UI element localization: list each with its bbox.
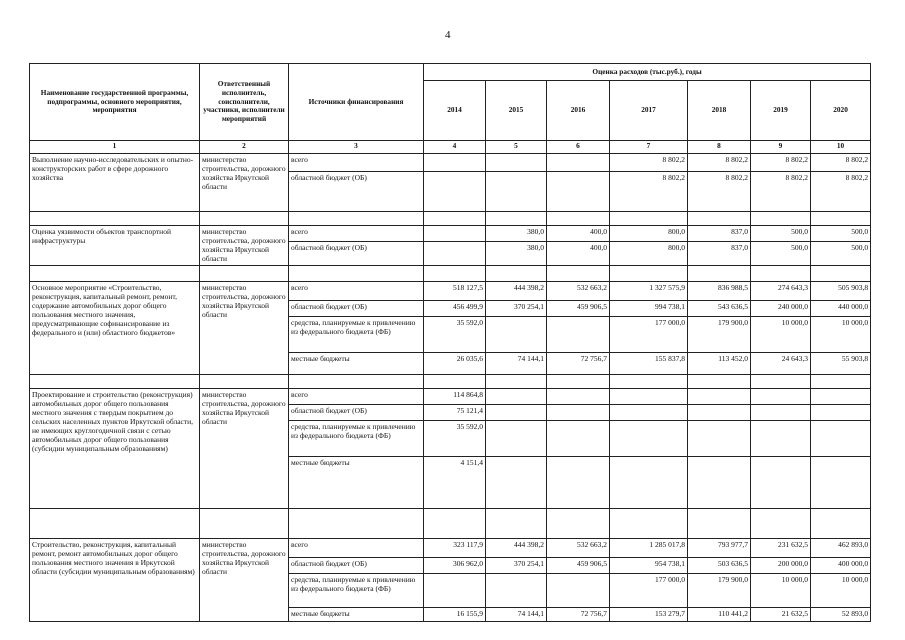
funding-source: всего xyxy=(289,154,424,172)
amount-cell: 8 802,2 xyxy=(610,172,688,212)
header-year: 2018 xyxy=(688,81,751,141)
spacer-row xyxy=(30,266,871,282)
amount-cell: 74 144,1 xyxy=(486,608,547,622)
amount-cell xyxy=(486,389,547,405)
amount-cell xyxy=(688,421,751,457)
spacer-cell xyxy=(751,375,811,389)
spacer-cell xyxy=(811,266,871,282)
amount-cell xyxy=(610,421,688,457)
amount-cell: 456 499,9 xyxy=(424,301,486,317)
column-index: 6 xyxy=(547,141,610,154)
header-year: 2020 xyxy=(811,81,871,141)
amount-cell xyxy=(811,457,871,509)
spacer-cell xyxy=(610,212,688,226)
amount-cell: 400 000,0 xyxy=(811,558,871,574)
amount-cell xyxy=(811,405,871,421)
amount-cell: 837,0 xyxy=(688,226,751,242)
amount-cell xyxy=(424,172,486,212)
activity-name: Строительство, реконструкция, капитальный ремонт, ремонт автомобильных дорог общего пользования местного значения в Иркутской области (субсидии муниципальным образованиям) xyxy=(30,539,200,622)
funding-source: всего xyxy=(289,282,424,301)
amount-cell: 55 903,8 xyxy=(811,353,871,375)
amount-cell: 113 452,0 xyxy=(688,353,751,375)
table-row xyxy=(30,226,871,242)
funding-source: всего xyxy=(289,389,424,405)
amount-cell xyxy=(811,421,871,457)
amount-cell: 24 643,3 xyxy=(751,353,811,375)
amount-cell xyxy=(751,389,811,405)
header-year: 2016 xyxy=(547,81,610,141)
spacer-cell xyxy=(751,212,811,226)
amount-cell: 532 663,2 xyxy=(547,539,610,558)
funding-source: областной бюджет (ОБ) xyxy=(289,172,424,212)
amount-cell: 323 117,9 xyxy=(424,539,486,558)
amount-cell: 503 636,5 xyxy=(688,558,751,574)
spacer-row xyxy=(30,212,871,226)
activity-executor: министерство строительства, дорожного хозяйства Иркутской области xyxy=(200,389,289,509)
spacer-cell xyxy=(811,375,871,389)
amount-cell: 518 127,5 xyxy=(424,282,486,301)
amount-cell xyxy=(547,421,610,457)
amount-cell xyxy=(486,457,547,509)
amount-cell: 306 962,0 xyxy=(424,558,486,574)
amount-cell xyxy=(610,405,688,421)
spacer-cell xyxy=(688,212,751,226)
amount-cell: 400,0 xyxy=(547,242,610,266)
amount-cell xyxy=(486,172,547,212)
activity-name: Проектирование и строительство (реконструкция) автомобильных дорог общего пользования местного значения с твердым покрытием до сельских населенных пунктов Иркутской области, не имеющих круглогодичной связи с сетью автомобильных дорог общего пользования (субсидии муниципальным образованиям) xyxy=(30,389,200,509)
amount-cell xyxy=(811,389,871,405)
amount-cell: 994 738,1 xyxy=(610,301,688,317)
amount-cell xyxy=(547,172,610,212)
amount-cell: 274 643,3 xyxy=(751,282,811,301)
funding-source: средства, планируемые к привлечению из федерального бюджета (ФБ) xyxy=(289,317,424,353)
funding-source: областной бюджет (ОБ) xyxy=(289,405,424,421)
amount-cell: 10 000,0 xyxy=(811,574,871,608)
amount-cell: 8 802,2 xyxy=(610,154,688,172)
header-year: 2014 xyxy=(424,81,486,141)
amount-cell: 400,0 xyxy=(547,226,610,242)
amount-cell: 793 977,7 xyxy=(688,539,751,558)
amount-cell: 444 398,2 xyxy=(486,282,547,301)
amount-cell xyxy=(547,389,610,405)
amount-cell: 52 893,0 xyxy=(811,608,871,622)
amount-cell: 26 035,6 xyxy=(424,353,486,375)
spacer-cell xyxy=(289,375,424,389)
table-row xyxy=(30,539,871,558)
amount-cell: 72 756,7 xyxy=(547,608,610,622)
activity-name: Оценка уязвимости объектов транспортной инфраструктуры xyxy=(30,226,200,266)
amount-cell: 240 000,0 xyxy=(751,301,811,317)
column-index: 1 xyxy=(30,141,200,154)
table-row xyxy=(30,389,871,405)
header-year: 2019 xyxy=(751,81,811,141)
amount-cell: 153 279,7 xyxy=(610,608,688,622)
activity-name: Основное мероприятие «Строительство, реконструкция, капитальный ремонт, ремонт, содержание автомобильных дорог общего пользования местного значения, предусматривающие софинансирование из федерального и (или) областного бюджетов» xyxy=(30,282,200,375)
amount-cell: 800,0 xyxy=(610,226,688,242)
spacer-cell xyxy=(424,509,486,539)
amount-cell: 177 000,0 xyxy=(610,574,688,608)
funding-source: областной бюджет (ОБ) xyxy=(289,558,424,574)
spacer-cell xyxy=(289,266,424,282)
activity-name: Выполнение научно-исследовательских и опытно-конструкторских работ в сфере дорожного хозяйства xyxy=(30,154,200,212)
funding-source: всего xyxy=(289,226,424,242)
amount-cell xyxy=(547,154,610,172)
amount-cell: 500,0 xyxy=(811,226,871,242)
amount-cell: 459 906,5 xyxy=(547,301,610,317)
header-estimate: Оценка расходов (тыс.руб.), годы xyxy=(424,64,871,81)
amount-cell xyxy=(751,421,811,457)
funding-source: средства, планируемые к привлечению из федерального бюджета (ФБ) xyxy=(289,574,424,608)
funding-source: областной бюджет (ОБ) xyxy=(289,301,424,317)
amount-cell: 16 155,9 xyxy=(424,608,486,622)
spacer-cell xyxy=(200,266,289,282)
amount-cell: 444 398,2 xyxy=(486,539,547,558)
spacer-cell xyxy=(424,375,486,389)
amount-cell: 200 000,0 xyxy=(751,558,811,574)
amount-cell xyxy=(424,226,486,242)
spacer-cell xyxy=(424,266,486,282)
amount-cell xyxy=(424,154,486,172)
spacer-cell xyxy=(200,212,289,226)
spacer-cell xyxy=(486,375,547,389)
amount-cell: 10 000,0 xyxy=(751,317,811,353)
amount-cell: 72 756,7 xyxy=(547,353,610,375)
amount-cell: 110 441,2 xyxy=(688,608,751,622)
spacer-row xyxy=(30,375,871,389)
amount-cell: 8 802,2 xyxy=(751,154,811,172)
spacer-cell xyxy=(289,212,424,226)
column-index: 5 xyxy=(486,141,547,154)
column-index: 4 xyxy=(424,141,486,154)
column-index: 9 xyxy=(751,141,811,154)
amount-cell: 177 000,0 xyxy=(610,317,688,353)
header-executor: Ответственный исполнитель, соисполнители, участники, исполнители мероприятий xyxy=(200,64,289,141)
amount-cell: 74 144,1 xyxy=(486,353,547,375)
amount-cell: 179 900,0 xyxy=(688,574,751,608)
amount-cell xyxy=(547,405,610,421)
spacer-cell xyxy=(547,266,610,282)
activity-executor: министерство строительства, дорожного хозяйства Иркутской области xyxy=(200,154,289,212)
amount-cell: 500,0 xyxy=(751,226,811,242)
spacer-cell xyxy=(200,375,289,389)
amount-cell: 370 254,1 xyxy=(486,558,547,574)
spacer-cell xyxy=(289,509,424,539)
column-index: 8 xyxy=(688,141,751,154)
amount-cell: 8 802,2 xyxy=(751,172,811,212)
amount-cell: 4 151,4 xyxy=(424,457,486,509)
amount-cell xyxy=(610,457,688,509)
spacer-cell xyxy=(688,509,751,539)
table-row xyxy=(30,154,871,172)
spacer-cell xyxy=(751,509,811,539)
column-index: 10 xyxy=(811,141,871,154)
amount-cell: 380,0 xyxy=(486,226,547,242)
funding-source: местные бюджеты xyxy=(289,457,424,509)
spacer-cell xyxy=(610,509,688,539)
spacer-cell xyxy=(30,266,200,282)
amount-cell: 8 802,2 xyxy=(811,154,871,172)
header-name: Наименование государственной программы, подпрограммы, основного мероприятия, мероприятия xyxy=(30,64,200,141)
amount-cell: 836 988,5 xyxy=(688,282,751,301)
header-year: 2017 xyxy=(610,81,688,141)
amount-cell: 21 632,5 xyxy=(751,608,811,622)
amount-cell: 8 802,2 xyxy=(688,172,751,212)
spacer-cell xyxy=(688,375,751,389)
amount-cell xyxy=(486,574,547,608)
amount-cell xyxy=(486,421,547,457)
amount-cell xyxy=(486,405,547,421)
amount-cell: 532 663,2 xyxy=(547,282,610,301)
amount-cell: 505 903,8 xyxy=(811,282,871,301)
amount-cell: 459 906,5 xyxy=(547,558,610,574)
amount-cell xyxy=(424,574,486,608)
spacer-cell xyxy=(30,509,200,539)
amount-cell: 500,0 xyxy=(811,242,871,266)
amount-cell: 370 254,1 xyxy=(486,301,547,317)
amount-cell: 8 802,2 xyxy=(688,154,751,172)
spacer-row xyxy=(30,509,871,539)
activity-executor: министерство строительства, дорожного хозяйства Иркутской области xyxy=(200,226,289,266)
amount-cell: 10 000,0 xyxy=(811,317,871,353)
amount-cell: 155 837,8 xyxy=(610,353,688,375)
amount-cell: 114 864,8 xyxy=(424,389,486,405)
spacer-cell xyxy=(486,212,547,226)
spacer-cell xyxy=(30,375,200,389)
amount-cell xyxy=(688,389,751,405)
amount-cell: 800,0 xyxy=(610,242,688,266)
amount-cell: 543 636,5 xyxy=(688,301,751,317)
amount-cell xyxy=(547,317,610,353)
page-number: 4 xyxy=(445,29,451,41)
amount-cell xyxy=(688,405,751,421)
amount-cell xyxy=(486,317,547,353)
index-row xyxy=(30,141,871,154)
funding-source: всего xyxy=(289,539,424,558)
header-year: 2015 xyxy=(486,81,547,141)
funding-source: средства, планируемые к привлечению из федерального бюджета (ФБ) xyxy=(289,421,424,457)
spacer-cell xyxy=(751,266,811,282)
amount-cell: 440 000,0 xyxy=(811,301,871,317)
amount-cell: 35 592,0 xyxy=(424,317,486,353)
spacer-cell xyxy=(424,212,486,226)
amount-cell: 10 000,0 xyxy=(751,574,811,608)
amount-cell: 75 121,4 xyxy=(424,405,486,421)
amount-cell xyxy=(547,457,610,509)
amount-cell: 954 738,1 xyxy=(610,558,688,574)
spacer-cell xyxy=(610,375,688,389)
amount-cell: 837,0 xyxy=(688,242,751,266)
amount-cell xyxy=(751,457,811,509)
table-body xyxy=(30,154,871,622)
funding-source: местные бюджеты xyxy=(289,353,424,375)
spacer-cell xyxy=(547,509,610,539)
amount-cell xyxy=(486,154,547,172)
table-row xyxy=(30,282,871,301)
activity-executor: министерство строительства, дорожного хозяйства Иркутской области xyxy=(200,282,289,375)
funding-source: областной бюджет (ОБ) xyxy=(289,242,424,266)
spacer-cell xyxy=(610,266,688,282)
column-index: 7 xyxy=(610,141,688,154)
spacer-cell xyxy=(688,266,751,282)
column-index: 2 xyxy=(200,141,289,154)
amount-cell: 1 327 575,9 xyxy=(610,282,688,301)
header-source: Источники финансирования xyxy=(289,64,424,141)
spacer-cell xyxy=(547,375,610,389)
column-index: 3 xyxy=(289,141,424,154)
amount-cell xyxy=(547,574,610,608)
spacer-cell xyxy=(200,509,289,539)
amount-cell: 1 285 017,8 xyxy=(610,539,688,558)
amount-cell xyxy=(688,457,751,509)
spacer-cell xyxy=(547,212,610,226)
amount-cell xyxy=(610,389,688,405)
spacer-cell xyxy=(30,212,200,226)
amount-cell: 231 632,5 xyxy=(751,539,811,558)
budget-table xyxy=(29,63,871,622)
amount-cell: 500,0 xyxy=(751,242,811,266)
amount-cell: 462 893,0 xyxy=(811,539,871,558)
amount-cell xyxy=(424,242,486,266)
amount-cell: 8 802,2 xyxy=(811,172,871,212)
amount-cell: 35 592,0 xyxy=(424,421,486,457)
amount-cell: 179 900,0 xyxy=(688,317,751,353)
amount-cell xyxy=(751,405,811,421)
activity-executor: министерство строительства, дорожного хозяйства Иркутской области xyxy=(200,539,289,622)
amount-cell: 380,0 xyxy=(486,242,547,266)
funding-source: местные бюджеты xyxy=(289,608,424,622)
spacer-cell xyxy=(811,509,871,539)
spacer-cell xyxy=(811,212,871,226)
spacer-cell xyxy=(486,266,547,282)
spacer-cell xyxy=(486,509,547,539)
